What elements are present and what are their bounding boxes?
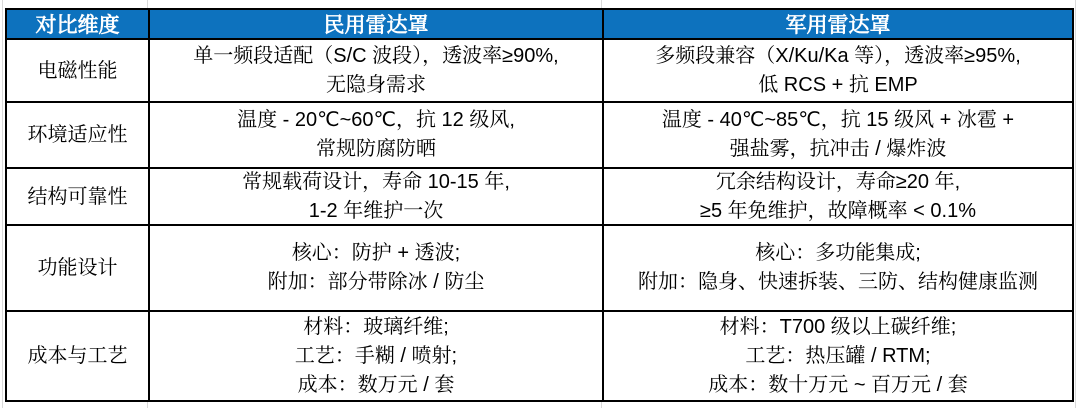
header-cell-military-radome[interactable]	[604, 10, 1074, 40]
row-structural	[7, 169, 1074, 226]
cell-civil[interactable]	[150, 226, 604, 312]
cell-text-line: 工艺：手糊 / 喷射;	[294, 344, 458, 367]
cell-civil[interactable]	[150, 312, 604, 402]
cell-text-line: 附加：隐身、快速拆装、三防、结构健康监测	[638, 271, 1038, 293]
gridline	[2, 0, 3, 408]
cell-civil[interactable]	[150, 103, 604, 169]
cell-text-line: 无隐身需求	[326, 73, 426, 96]
header-row	[7, 10, 1074, 40]
row-cost-process	[7, 312, 1074, 402]
cell-text-line: 成本：数万元 / 套	[297, 373, 455, 396]
cell-text-line: 1-2 年维护一次	[308, 199, 444, 222]
cell-text-line: 常规防腐防晒	[316, 138, 436, 160]
cell-military[interactable]	[604, 226, 1074, 312]
cell-dimension[interactable]	[7, 103, 150, 169]
dimension-label: 成本与工艺	[27, 345, 128, 367]
cell-text-line: ≥5 年免维护，故障概率 < 0.1%	[699, 199, 977, 222]
cell-text-line: 核心：多功能集成;	[755, 242, 921, 264]
cell-dimension[interactable]	[7, 169, 150, 226]
dimension-label: 环境适应性	[27, 124, 128, 146]
cell-dimension[interactable]	[7, 40, 150, 103]
cell-text-line: 成本：数十万元 ~ 百万元 / 套	[708, 373, 968, 396]
header-label: 民用雷达罩	[323, 14, 429, 37]
cell-military[interactable]	[604, 40, 1074, 103]
cell-text-line: 单一频段适配（S/C 波段），透波率≥90%,	[193, 44, 559, 67]
cell-dimension[interactable]	[7, 312, 150, 402]
cell-text-line: 核心：防护 + 透波;	[291, 242, 461, 264]
cell-civil[interactable]	[150, 40, 604, 103]
header-label: 对比维度	[35, 14, 120, 37]
cell-text-line: 常规载荷设计，寿命 10-15 年,	[242, 170, 510, 193]
header-cell-civil-radome[interactable]	[150, 10, 604, 40]
cell-military[interactable]	[604, 103, 1074, 169]
comparison-table	[5, 8, 1074, 402]
row-environmental	[7, 103, 1074, 169]
cell-text-line: 附加：部分带除冰 / 防尘	[267, 271, 485, 293]
row-functional	[7, 226, 1074, 312]
cell-civil[interactable]	[150, 169, 604, 226]
dimension-label: 功能设计	[37, 257, 118, 279]
cell-text-line: 材料：玻璃纤维;	[303, 315, 449, 338]
gridline	[147, 0, 148, 8]
cell-text-line: 温度 - 20℃~60℃，抗 12 级风,	[237, 109, 515, 131]
header-cell-dimension[interactable]	[7, 10, 150, 40]
cell-dimension[interactable]	[7, 226, 150, 312]
cell-text-line: 强盐雾，抗冲击 / 爆炸波	[729, 138, 947, 160]
cell-military[interactable]	[604, 169, 1074, 226]
cell-text-line: 温度 - 40℃~85℃，抗 15 级风 + 冰雹 +	[661, 109, 1015, 131]
cell-text-line: 工艺：热压罐 / RTM;	[745, 344, 931, 367]
header-label: 军用雷达罩	[785, 14, 891, 37]
gridline	[601, 0, 602, 8]
cell-military[interactable]	[604, 312, 1074, 402]
row-electromagnetic	[7, 40, 1074, 103]
dimension-label: 电磁性能	[37, 59, 118, 82]
cell-text-line: 低 RCS + 抗 EMP	[758, 73, 918, 96]
cell-text-line: 冗余结构设计，寿命≥20 年,	[715, 170, 961, 193]
gridline	[1075, 0, 1076, 408]
dimension-label: 结构可靠性	[27, 185, 128, 208]
cell-text-line: 材料：T700 级以上碳纤维;	[719, 315, 957, 338]
cell-text-line: 多频段兼容（X/Ku/Ka 等），透波率≥95%,	[655, 44, 1021, 67]
